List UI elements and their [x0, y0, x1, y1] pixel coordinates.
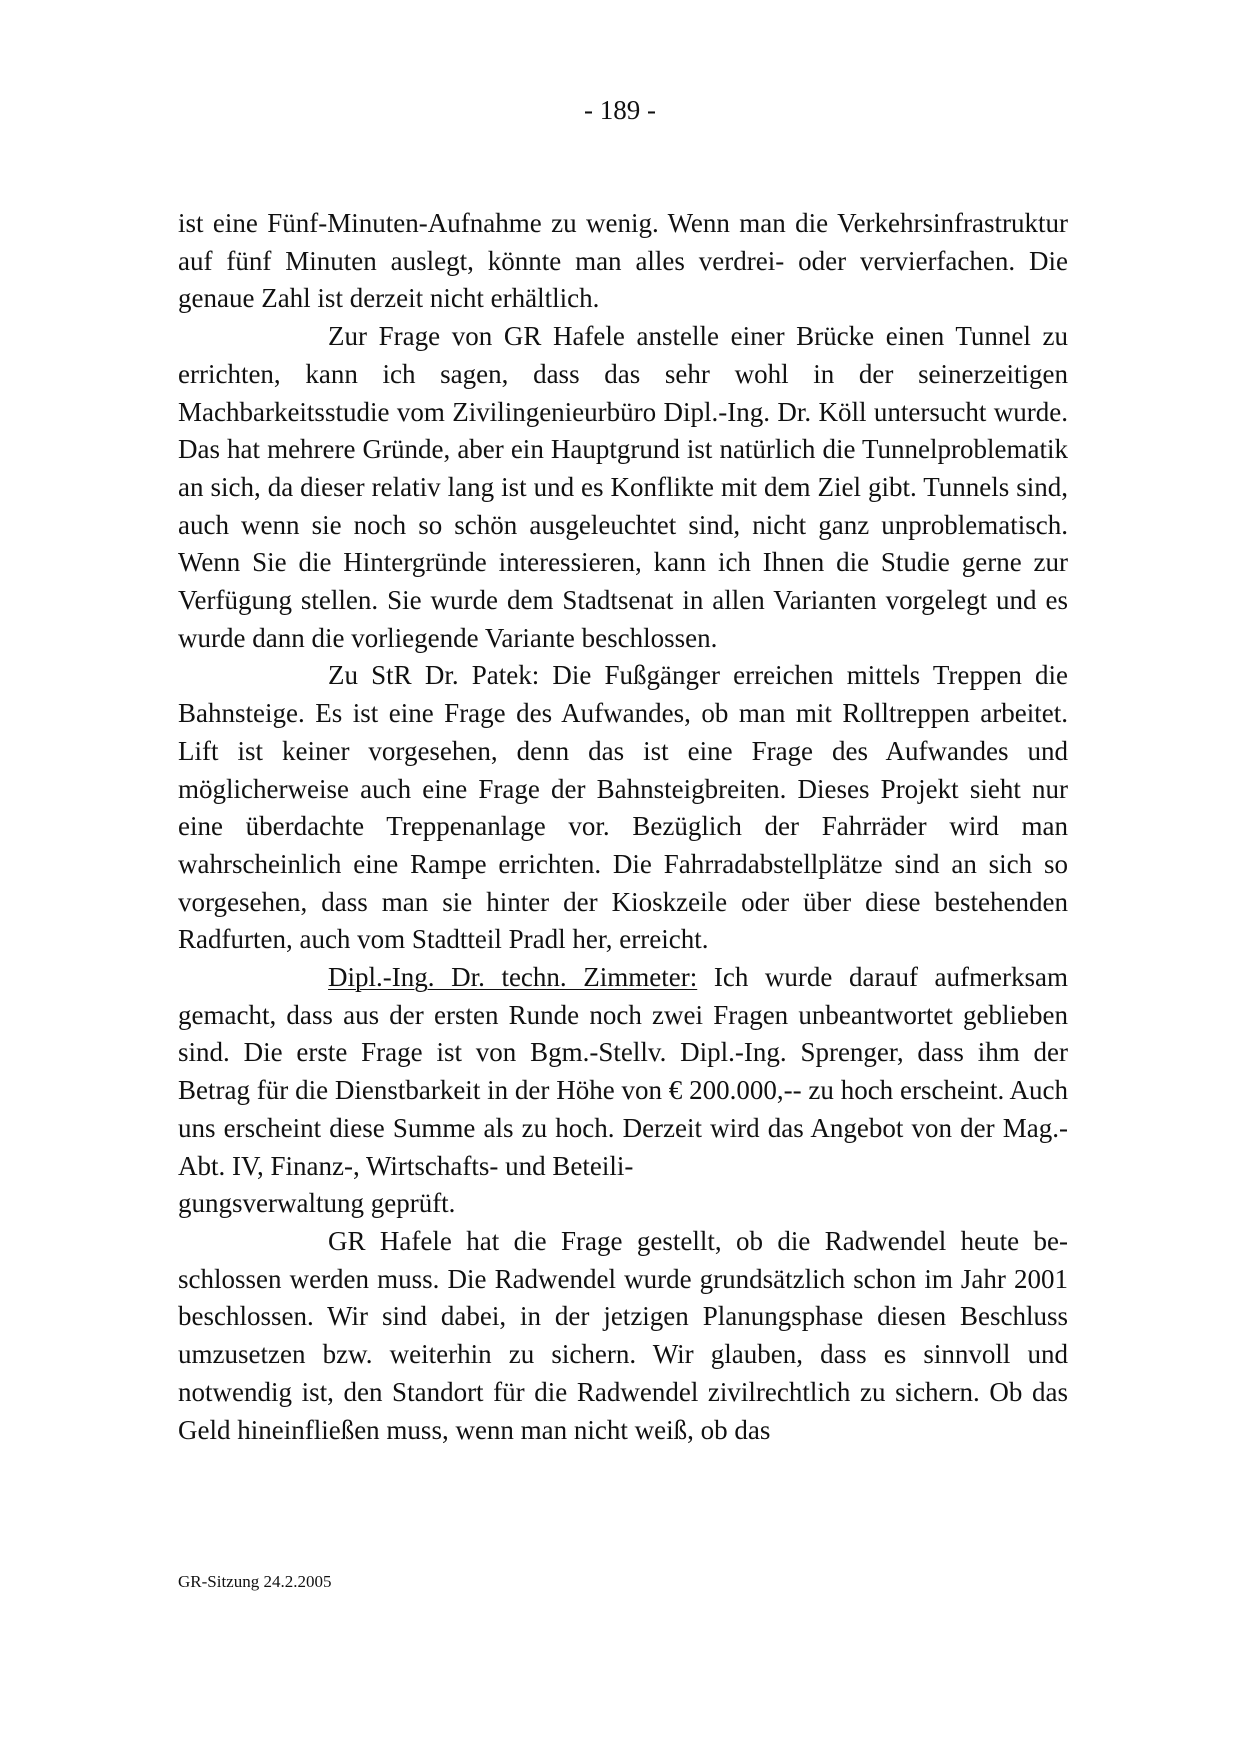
page-number: - 189 -	[584, 95, 656, 125]
paragraph-2: Zur Frage von GR Hafele anstelle einer Brücke einen Tunnel zu errichten, kann ich sagen, dass das sehr wohl in der seinerzeitigen Machbarkeitsstudie vom Zivilingenieurbüro Dipl.-Ing. Dr. Köll untersucht wurde. Das hat mehrere Gründe, aber ein Hauptgrund ist natürlich die Tunnelproblematik an sich, da dieser relativ lang ist und es Konflikte mit dem Ziel gibt. Tunnels sind, auch wenn sie noch so schön ausgeleuchtet sind, nicht ganz unproblematisch. Wenn Sie die Hintergründe interessieren, kann ich Ihnen die Studie gerne zur Verfügung stellen. Sie wurde dem Stadtsenat in allen Varianten vorgelegt und es wurde dann die vorliegende Variante beschlossen.	[178, 321, 1068, 653]
paragraph-3: Zu StR Dr. Patek: Die Fußgänger erreichen mittels Treppen die Bahnsteige. Es ist eine Frage des Aufwandes, ob man mit Rolltreppen arbeitet. Lift ist keiner vorgesehen, denn das ist eine Frage des Aufwandes und möglicherweise auch eine Frage der Bahnsteigbreiten. Dieses Projekt sieht nur eine überdachte Treppenanlage vor. Bezüglich der Fahrräder wird man wahrscheinlich eine Rampe errichten. Die Fahrradabstellplätze sind an sich so vorgesehen, dass man sie hinter der Kioskzeile oder über diese bestehenden Radfurten, auch vom Stadtteil Pradl her, erreicht.	[178, 660, 1068, 955]
paragraph-4-text: Ich wurde darauf aufmerksam gemacht, dass aus der ersten Runde noch zwei Fragen unbeantwortet geblieben sind. Die erste Frage ist von Bgm.-Stellv. Dipl.-Ing. Sprenger, dass ihm der Betrag für die Dienstbarkeit in der Höhe von € 200.000,-- zu hoch erscheint. Auch uns erscheint diese Summe als zu hoch. Derzeit wird das Angebot von der Mag.-Abt. IV, Finanz-, Wirtschafts- und Beteili-	[178, 962, 1068, 1181]
paragraph-4	[178, 959, 1068, 1185]
speaker-name: Dipl.-Ing. Dr. techn. Zimmeter:	[328, 962, 698, 993]
paragraph-4-continued: gungsverwaltung geprüft.	[178, 1188, 456, 1219]
paragraph-1: ist eine Fünf-Minuten-Aufnahme zu wenig. Wenn man die Verkehrsinfrastruktur auf fünf Minuten auslegt, könnte man alles verdrei- oder vervierfachen. Die genaue Zahl ist derzeit nicht erhältlich.	[178, 208, 1068, 314]
document-body	[178, 205, 1068, 1449]
paragraph-5: GR Hafele hat die Frage gestellt, ob die Radwendel heute beschlossen werden muss. Die Radwendel wurde grundsätzlich schon im Jahr 2001 beschlossen. Wir sind dabei, in der jetzigen Planungsphase diesen Beschluss umzusetzen bzw. weiterhin zu sichern. Wir glauben, dass es sinnvoll und notwendig ist, den Standort für die Radwendel zivilrechtlich zu sichern. Ob das Geld hineinfließen muss, wenn man nicht weiß, ob das	[178, 1225, 1068, 1445]
footer-session-date: GR-Sitzung 24.2.2005	[178, 1572, 332, 1591]
